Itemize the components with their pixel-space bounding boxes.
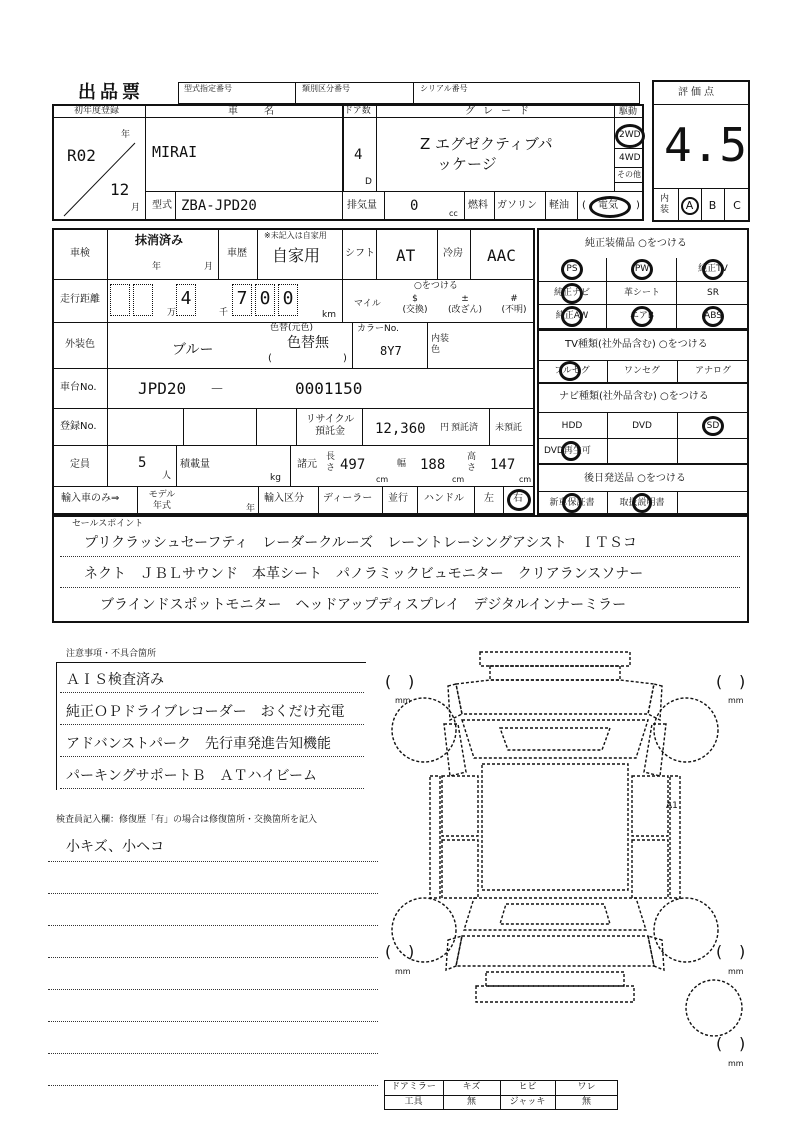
acc-header-mirror: ドアミラー — [391, 1082, 436, 1092]
mileage-digit-4: 7 — [236, 288, 248, 309]
inspector-label: 検査員記入欄：修復歴「有」の場合は修復箇所・交換箇所を記入 — [56, 815, 318, 825]
import-label: 輸入車のみ⇒ — [61, 493, 120, 504]
diagram-mark-a1: A1 — [666, 801, 678, 811]
mm-fr: mm — [728, 696, 744, 705]
mileage-label: 走行距離 — [60, 294, 100, 305]
exterior-color-label: 外装色 — [65, 339, 95, 350]
reg-year-value: R02 — [67, 146, 96, 165]
grade-line1: Z エグゼクティブパ — [420, 135, 553, 153]
later-manual: 取扱説明書 — [619, 498, 665, 508]
displacement-value: 0 — [410, 198, 419, 214]
mm-rl: mm — [395, 967, 411, 976]
fuel-electric: 電気 — [598, 200, 618, 211]
equipment-item-1: PW — [634, 264, 650, 274]
grade-label: グレード — [465, 106, 537, 117]
inspector-line-1: 小キズ、小ヘコ — [66, 839, 165, 855]
width-unit: cm — [452, 475, 465, 484]
shift-value: AT — [396, 246, 416, 265]
equipment-circle-1 — [631, 259, 653, 280]
shift-label: シフト — [345, 248, 375, 259]
tv-title: TV種類(社外品含む) ○をつける — [565, 339, 708, 350]
bracket-spare-close: ) — [739, 1034, 746, 1053]
interior-color-label: 内装色 — [431, 334, 450, 355]
navi-title: ナビ種類(社外品含む) ○をつける — [559, 391, 709, 402]
sales-point-line-1: プリクラッシュセーフティ レーダークルーズ レーントレーシングアシスト ＩＴＳコ — [84, 535, 637, 551]
model-type-value: ZBA-JPD20 — [181, 198, 257, 214]
navi-dvd-playable: DVD再生可 — [544, 446, 591, 456]
mileage-digit-6: 0 — [282, 288, 294, 309]
color-no-value: 8Y7 — [380, 344, 402, 358]
acc-header-crack: ヒビ — [518, 1082, 537, 1092]
length-unit: cm — [376, 475, 389, 484]
sales-points-label: セールスポイント — [72, 519, 144, 529]
notes-line-3: アドバンストパーク 先行車発進告知機能 — [66, 736, 332, 752]
mileage-unit-man: 万 — [167, 308, 177, 318]
label-model-designation: 型式指定番号 — [184, 84, 232, 93]
acc-jack: ジャッキ — [509, 1097, 546, 1107]
displacement-label: 排気量 — [347, 200, 377, 211]
reg-month-value: 12 — [110, 180, 130, 199]
bracket-rr-open: ( — [716, 942, 723, 961]
history-label: 車歴 — [227, 248, 247, 259]
notes-line-2: 純正ＯＰドライブレコーダー おくだけ充電 — [66, 704, 345, 720]
height-value: 147 — [490, 457, 516, 473]
equipment-item-3: 純正ナビ — [553, 287, 590, 298]
fuel-electric-circle — [589, 196, 631, 218]
vehicle-body-diagram — [390, 640, 760, 1090]
bracket-rl-open: ( — [385, 942, 392, 961]
notes-label: 注意事項・不具合箇所 — [66, 649, 157, 659]
equipment-circle-7 — [631, 306, 653, 327]
bracket-fl-close: ) — [408, 672, 415, 691]
score-value: 4.5 — [664, 118, 748, 172]
chassis-number: 0001150 — [295, 379, 363, 398]
equipment-title: 純正装備品 ○をつける — [585, 238, 687, 249]
repaint-label: 色替(元色) — [270, 323, 314, 333]
bracket-fr-close: ) — [739, 672, 746, 691]
bracket-fr-open: ( — [716, 672, 723, 691]
acc-jack-value: 無 — [581, 1097, 591, 1107]
acc-header-break: ワレ — [577, 1082, 596, 1092]
capacity-label: 定員 — [70, 459, 90, 470]
handle-label: ハンドル — [424, 493, 464, 504]
tv-oneseg: ワンセグ — [623, 366, 660, 376]
registration-label: 登録No. — [60, 421, 97, 432]
mileage-opt-unknown: (不明) — [501, 305, 527, 315]
mileage-opt-mile: マイル — [354, 299, 381, 309]
exterior-color-value: ブルー — [172, 342, 214, 358]
mileage-unit-km: km — [322, 310, 336, 320]
tv-fullseg: フルセグ — [554, 366, 590, 376]
later-warranty-circle — [562, 493, 582, 513]
interior-grade-a: A — [685, 199, 694, 212]
label-serial-number: シリアル番号 — [420, 84, 468, 93]
recycle-not-deposited: 未預託 — [495, 423, 523, 433]
equipment-circle-2 — [702, 259, 724, 280]
import-category-label: 輸入区分 — [264, 493, 304, 504]
equipment-item-6: 純正AW — [555, 311, 589, 321]
import-parallel: 並行 — [388, 493, 408, 504]
notes-line-1: ＡＩＳ検査済み — [66, 672, 164, 688]
color-no-label: カラーNo. — [357, 324, 399, 334]
recycle-label: リサイクル預託金 — [305, 414, 355, 437]
mileage-opt-exchange: (交換) — [402, 305, 428, 315]
mileage-digit-5: 0 — [259, 288, 271, 309]
bracket-rr-close: ) — [739, 942, 746, 961]
acc-tools-value: 無 — [466, 1097, 476, 1107]
later-manual-circle — [632, 493, 652, 513]
equipment-item-5: SR — [707, 287, 719, 298]
repaint-paren-open: ( — [268, 353, 272, 364]
equipment-item-0: PS — [566, 264, 578, 274]
repaint-value: 色替無 — [287, 335, 329, 351]
score-label: 評価点 — [678, 87, 717, 98]
sales-point-line-3: ブラインドスポットモニター ヘッドアップディスプレイ デジタルインナーミラー — [100, 597, 627, 613]
load-label: 積載量 — [180, 459, 210, 470]
width-value: 188 — [420, 457, 446, 473]
mm-spare: mm — [728, 1059, 744, 1068]
mileage-digit-3: 4 — [180, 288, 192, 309]
navi-dvd-playable-circle — [561, 441, 581, 461]
navi-sd: SD — [706, 421, 720, 431]
chassis-label: 車台No. — [60, 382, 97, 393]
drive-label: 駆動 — [619, 107, 638, 117]
capacity-value: 5 — [138, 455, 147, 471]
drive-2wd: 2WD — [619, 130, 641, 140]
sales-point-line-2: ネクト ＪＢＬサウンド 本革シート パノラミックビュモニター クリアランスソナー — [84, 566, 644, 582]
repaint-paren-close: ) — [343, 353, 347, 364]
mm-fl: mm — [395, 696, 411, 705]
handle-left: 左 — [484, 493, 494, 504]
mileage-circle-note: ○をつける — [414, 281, 458, 291]
acc-tools: 工具 — [404, 1097, 423, 1107]
interior-label: 内装 — [660, 194, 670, 215]
fuel-paren-close: ) — [636, 200, 640, 211]
equipment-item-8: ABS — [704, 311, 722, 321]
bracket-spare-open: ( — [716, 1034, 723, 1053]
dims-label: 諸元 — [297, 459, 317, 470]
fuel-gasoline: ガソリン — [497, 200, 537, 211]
mm-rr: mm — [728, 967, 744, 976]
mileage-opt-altered: (改ざん) — [447, 305, 483, 315]
doors-value: 4 — [354, 147, 363, 163]
bracket-rl-close: ) — [408, 942, 415, 961]
height-label: 高さ — [467, 452, 477, 473]
interior-grade-c: C — [733, 199, 741, 212]
car-name-label: 車 名 — [228, 106, 282, 117]
inspection-value: 抹消済み — [135, 233, 184, 247]
recycle-unit: 円 — [440, 423, 450, 433]
displacement-unit: cc — [449, 209, 458, 218]
bracket-fl-open: ( — [385, 672, 392, 691]
navi-dvd: DVD — [632, 421, 652, 431]
capacity-unit: 人 — [162, 471, 172, 481]
equipment-circle-8 — [702, 306, 724, 327]
fuel-label: 燃料 — [468, 200, 488, 211]
mileage-opt-exchange-sym: $ — [412, 294, 418, 304]
model-year-unit: 年 — [246, 504, 256, 514]
doors-suffix: D — [365, 177, 372, 187]
grade-line2: ッケージ — [437, 155, 497, 173]
equipment-item-2: 純正TV — [698, 264, 728, 274]
later-warranty: 新車保証書 — [549, 498, 595, 508]
main-spec-table — [52, 228, 535, 515]
ac-label: 冷房 — [443, 248, 463, 259]
fuel-paren-open: ( — [582, 200, 586, 211]
drive-other: その他 — [617, 170, 641, 179]
reg-month-unit: 月 — [131, 203, 141, 213]
chassis-prefix: JPD20 — [138, 379, 187, 398]
tv-fullseg-circle — [559, 361, 581, 381]
interior-grade-a-circle — [681, 197, 699, 215]
drive-4wd: 4WD — [619, 153, 641, 163]
mileage-opt-altered-sym: ± — [461, 294, 469, 304]
mileage-opt-unknown-sym: # — [510, 294, 518, 304]
length-value: 497 — [340, 457, 366, 473]
later-title: 後日発送品 ○をつける — [584, 473, 686, 484]
equipment-circle-3 — [561, 283, 583, 304]
doors-label: ドア数 — [344, 106, 371, 116]
navi-sd-circle — [702, 416, 724, 436]
chassis-dash: － — [210, 382, 224, 398]
notes-line-4: パーキングサポートＢ ＡＴハイビーム — [66, 768, 318, 784]
navi-hdd: HDD — [561, 421, 583, 431]
history-value: 自家用 — [272, 246, 321, 265]
equipment-item-7: エアB — [629, 311, 655, 321]
acc-header-scratch: キズ — [462, 1082, 481, 1092]
length-label: 長さ — [326, 452, 336, 473]
width-label: 幅 — [397, 459, 407, 469]
mileage-unit-sen: 千 — [219, 308, 229, 318]
header-code-box — [178, 82, 640, 104]
car-name-value: MIRAI — [152, 143, 198, 161]
drive-2wd-circle — [615, 124, 645, 148]
recycle-deposited: 預託済 — [451, 423, 479, 433]
equipment-item-4: 革シート — [623, 287, 660, 298]
fuel-diesel: 軽油 — [549, 200, 569, 211]
tv-analog: アナログ — [694, 366, 731, 376]
model-type-label: 型式 — [152, 200, 172, 211]
inspection-year-unit: 年 — [152, 262, 162, 272]
page-title: 出品票 — [78, 82, 144, 103]
load-unit: kg — [270, 473, 281, 483]
inspection-label: 車検 — [70, 248, 90, 259]
first-registration-label: 初年度登録 — [74, 106, 120, 116]
label-category-number: 類別区分番号 — [302, 84, 350, 93]
history-note: ※未記入は自家用 — [264, 231, 327, 240]
recycle-value: 12,360 — [375, 421, 426, 437]
ac-value: AAC — [487, 246, 516, 265]
height-unit: cm — [519, 475, 532, 484]
reg-year-unit: 年 — [121, 130, 131, 140]
handle-right: 右 — [513, 493, 523, 504]
model-year-label: モデル年式 — [148, 490, 176, 511]
equipment-circle-6 — [561, 306, 583, 327]
handle-right-circle — [507, 489, 531, 511]
equipment-circle-0 — [561, 259, 583, 280]
inspection-month-unit: 月 — [204, 262, 214, 272]
import-dealer: ディーラー — [323, 493, 373, 504]
interior-grade-b: B — [708, 199, 717, 212]
